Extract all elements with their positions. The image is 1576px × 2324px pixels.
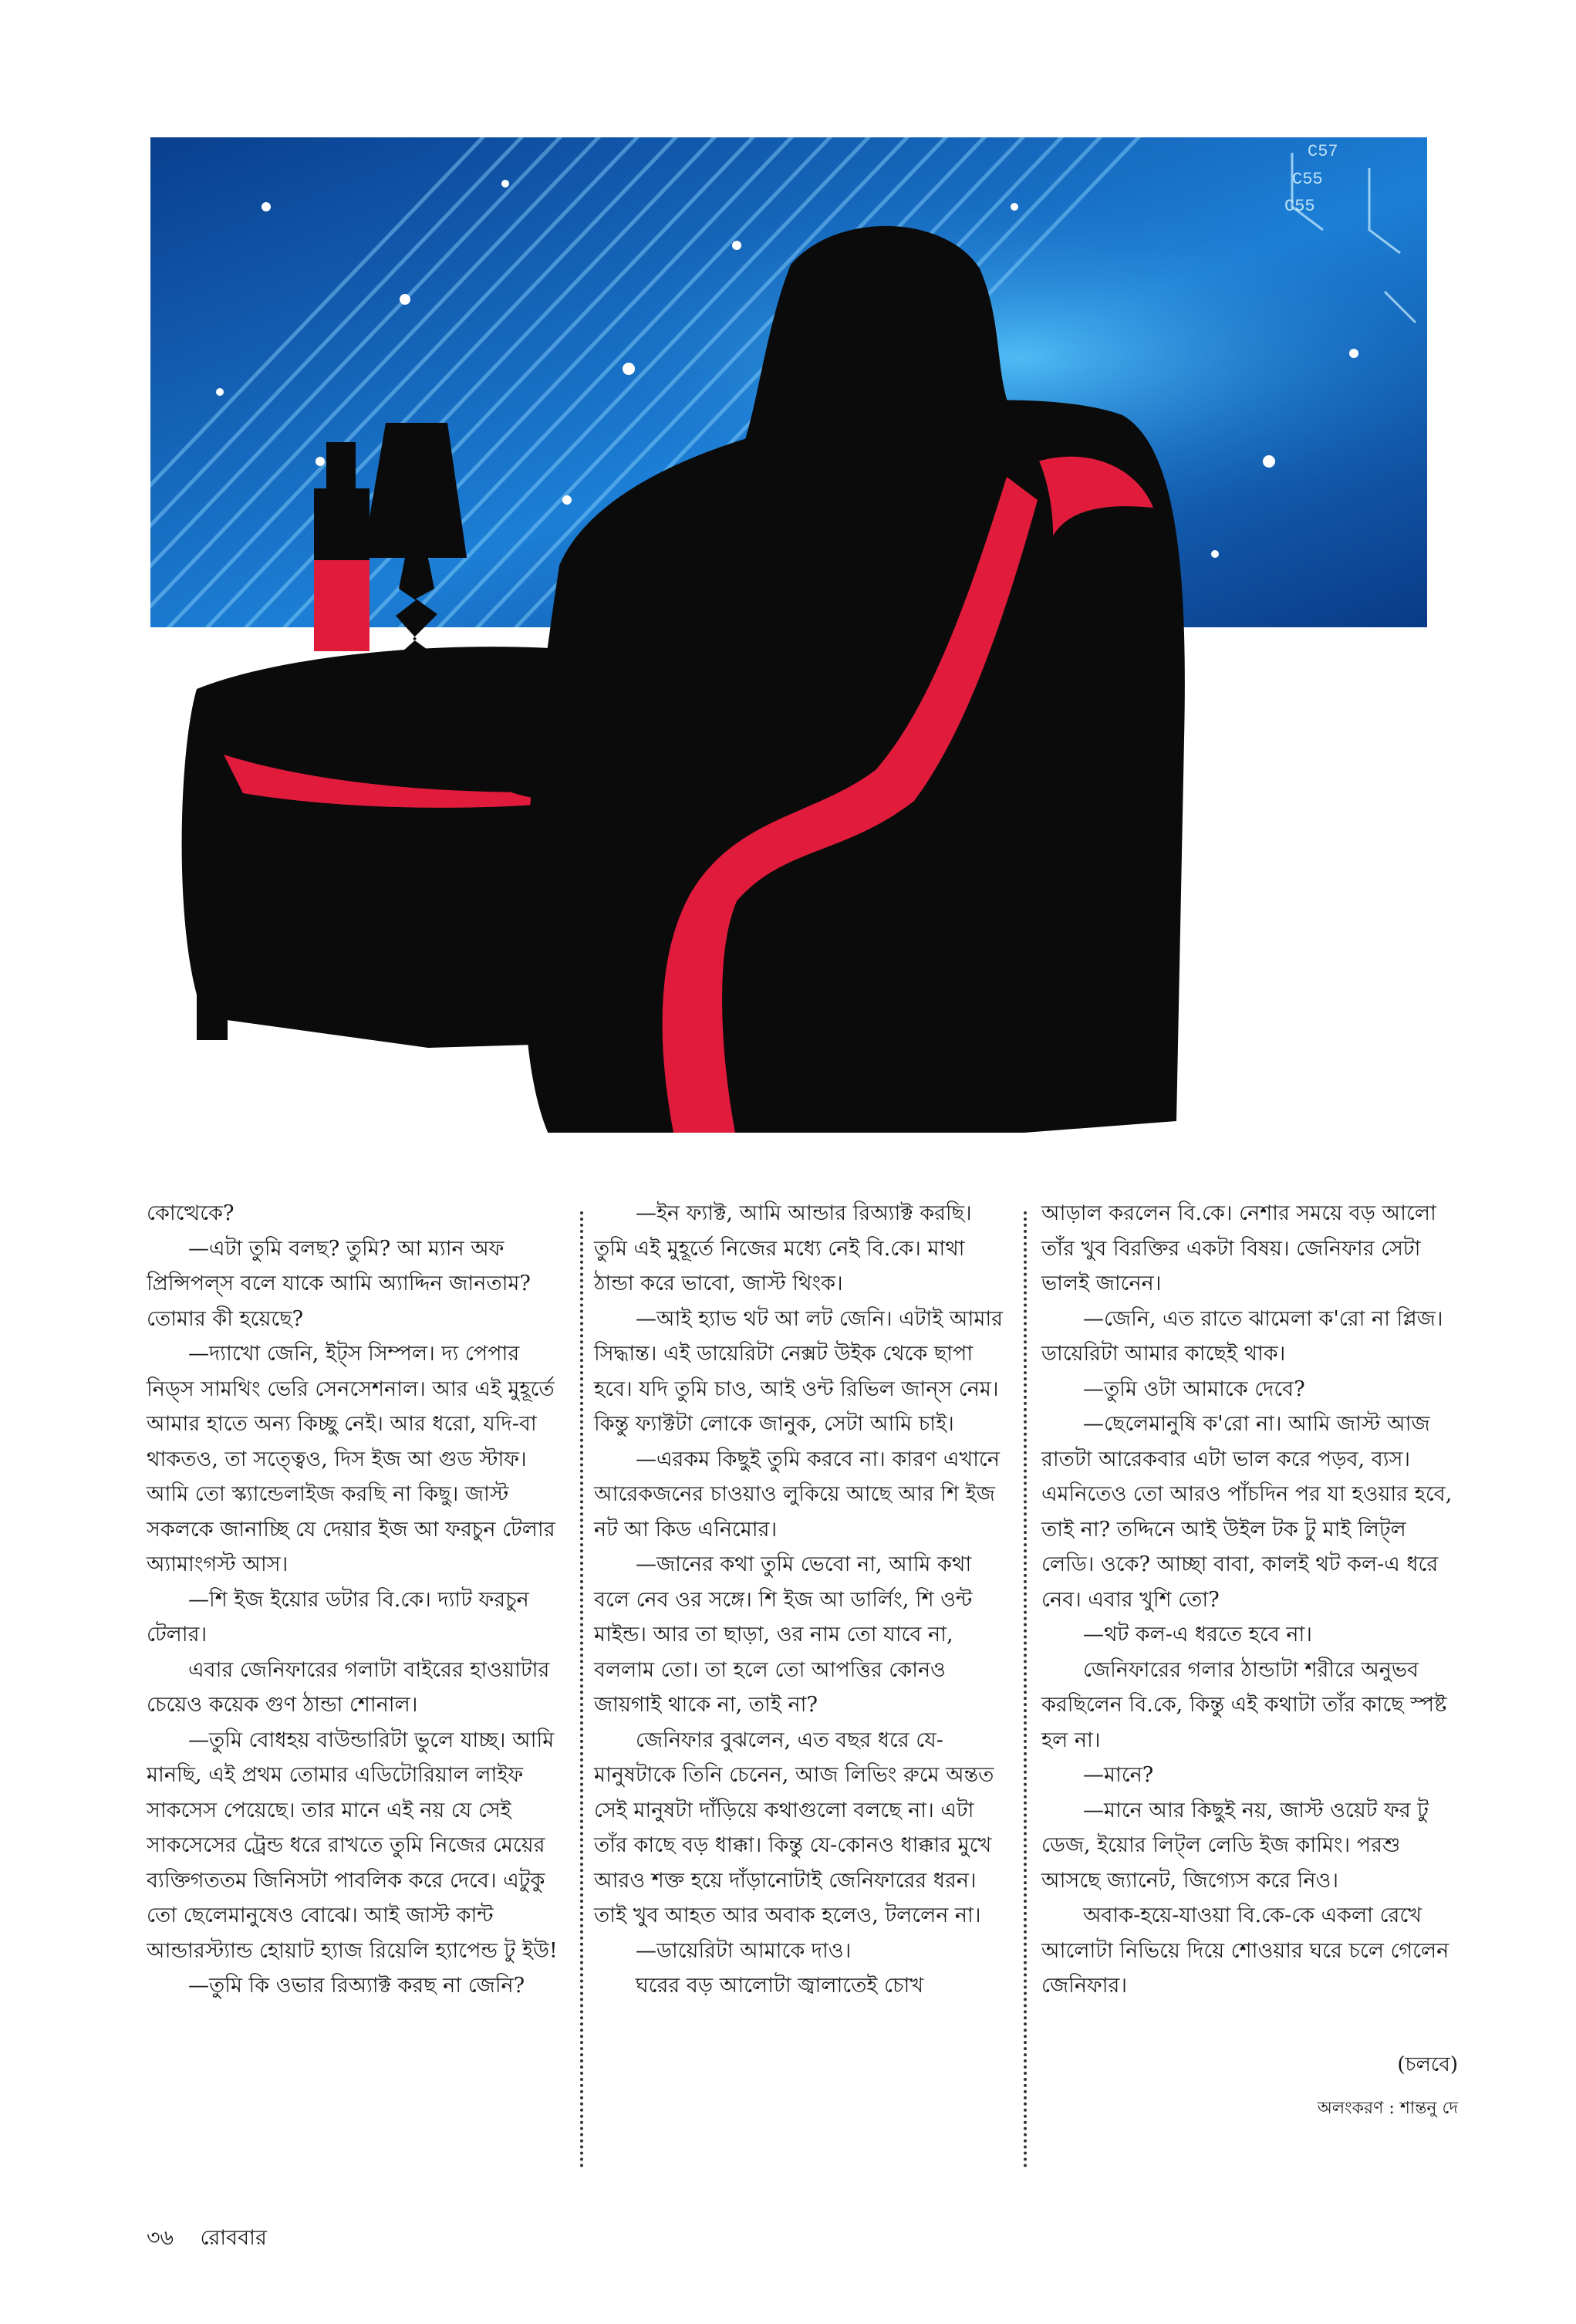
story-illustration	[150, 137, 1427, 1171]
circuit-digit: C55	[1284, 197, 1315, 216]
paragraph: ঘরের বড় আলোটা জ্বালাতেই চোখ	[636, 1974, 924, 1998]
paragraph: —এরকম কিছুই তুমি করবে না। কারণ এখানে আরেকজনের চাওয়াও লুকিয়ে আছে আর শি ইজ নট আ কিড এনিমোর।	[594, 1447, 1000, 1542]
text-column-1	[147, 1196, 563, 2004]
paragraph: —তুমি ওটা আমাকে দেবে?	[1083, 1376, 1305, 1401]
paragraph: জেনিফার বুঝলেন, এত বছর ধরে যে-মানুষটাকে তিনি চেনেন, আজ লিভিং রুমে অন্তত সেই মানুষটা দাঁড়িয়ে কথাগুলো বলছে না। এটা তাঁর কাছে বড় ধাক্কা। কিন্তু যে-কোনও ধাক্কার মুখে আরও শক্ত হয়ে দাঁড়ানোটাই জেনিফারের ধরন। তাই খুব আহত আর অবাক হলেও, টললেন না।	[594, 1728, 994, 1927]
paragraph: —তুমি কি ওভার রিঅ্যাক্ট করছ না জেনি?	[188, 1974, 525, 1998]
paragraph: —মানে আর কিছুই নয়, জাস্ট ওয়েট ফর টু ডেজ, ইয়োর লিট্‌ল লেডি ইজ কামিং। পরশু আসছে জ্যানেট, জিগ্যেস করে নিও।	[1041, 1798, 1429, 1893]
bottle-red-liquid	[314, 560, 370, 651]
paragraph: —শি ইজ ইয়োর ডটার বি.কে। দ্যাট ফরচুন টেলার।	[147, 1587, 529, 1647]
paragraph: —তুমি বোধহয় বাউন্ডারিটা ভুলে যাচ্ছ। আমি মানছি, এই প্রথম তোমার এডিটোরিয়াল লাইফ সাকসেস পেয়েছে। তার মানে এই নয় যে সেই সাকসেসের ট্রেন্ড ধরে রাখতে তুমি নিজের মেয়ের ব্যক্তিগততম জিনিসটা পাবলিক করে দেবে। এটুকু তো ছেলেমানুষেও বোঝে। আই জাস্ট কান্ট আন্ডারস্ট্যান্ড হোয়াট হ্যাজ রিয়েলি হ্যাপেন্ড টু ইউ!	[147, 1728, 558, 1963]
circuit-digit: C55	[1292, 170, 1323, 189]
magazine-name: রোববার	[200, 2226, 267, 2250]
paragraph: —আই হ্যাভ থট আ লট জেনি। এটাই আমার সিদ্ধান্ত। এই ডায়েরিটা নেক্সট উইক থেকে ছাপা হবে। যদি তুমি চাও, আই ওন্ট রিভিল জান্‌স নেম। কিন্তু ফ্যাক্টটা লোকে জানুক, সেটা আমি চাই।	[594, 1306, 1003, 1436]
story-columns	[147, 1196, 1458, 2191]
text-column-2	[594, 1196, 1011, 2004]
paragraph: অবাক-হয়ে-যাওয়া বি.কে-কে একলা রেখে আলোটা নিভিয়ে দিয়ে শোওয়ার ঘরে চলে গেলেন জেনিফার।	[1041, 1903, 1449, 1998]
paragraph: জেনিফারের গলার ঠান্ডাটা শরীরে অনুভব করছিলেন বি.কে, কিন্তু এই কথাটা তাঁর কাছে স্পষ্ট হল না।	[1041, 1657, 1447, 1752]
circuit-digit: C57	[1308, 142, 1338, 161]
paragraph: —ডায়েরিটা আমাকে দাও।	[636, 1938, 852, 1963]
paragraph: —থট কল-এ ধরতে হবে না।	[1083, 1623, 1312, 1647]
page-number: ৩৬	[147, 2226, 174, 2250]
paragraph: —এটা তুমি বলছ? তুমি? আ ম্যান অফ প্রিন্সিপল্‌স বলে যাকে আমি অ্যাদ্দিন জানতাম? তোমার কী হয়েছে?	[147, 1236, 531, 1331]
paragraph: —ইন ফ্যাক্ট, আমি আন্ডার রিঅ্যাক্ট করছি। তুমি এই মুহূর্তে নিজের মধ্যে নেই বি.কে। মাথা ঠান্ডা করে ভাবো, জাস্ট থিংক।	[594, 1201, 972, 1295]
paragraph: —জেনি, এত রাতে ঝামেলা ক'রো না প্লিজ। ডায়েরিটা আমার কাছেই থাক।	[1041, 1306, 1443, 1366]
paragraph: —মানে?	[1083, 1763, 1154, 1787]
to-be-continued-note: (চলবে)	[1397, 2053, 1458, 2076]
paragraph: আড়াল করলেন বি.কে। নেশার সময়ে বড় আলো তাঁর খুব বিরক্তির একটা বিষয়। জেনিফার সেটা ভালই জানেন।	[1041, 1201, 1436, 1295]
page-footer	[147, 2222, 267, 2257]
paragraph: —ছেলেমানুষি ক'রো না। আমি জাস্ট আজ রাতটা আরেকবার এটা ভাল করে পড়ব, ব্যস। এমনিতেও তো আরও পাঁচদিন পর যা হওয়ার হবে, তাই না? তদ্দিনে আই উইল টক টু মাই লিট্‌ল লেডি। ওকে? আচ্ছা বাবা, কালই থট কল-এ ধরে নেব। এবার খুশি তো?	[1041, 1412, 1453, 1612]
paragraph: —দ্যাখো জেনি, ইট্‌স সিম্পল। দ্য পেপার নিড্‌স সামথিং ভেরি সেনসেশনাল। আর এই মুহূর্তে আমার হাতে অন্য কিচ্ছু নেই। আর ধরো, যদি-বা থাকতও, তা সত্ত্বেও, দিস ইজ আ গুড স্টাফ। আমি তো স্ক্যান্ডেলাইজ করছি না কিছু। জাস্ট সকলকে জানাচ্ছি যে দেয়ার ইজ আ ফরচুন টেলার অ্যামাংগস্ট আস।	[147, 1342, 555, 1576]
silhouette-illustration	[150, 137, 1427, 1171]
illustration-credit: অলংকরণ : শান্তনু দে	[1317, 2099, 1458, 2118]
paragraph: কোত্থেকে?	[147, 1201, 235, 1225]
text-column-3	[1041, 1196, 1458, 2118]
paragraph: —জানের কথা তুমি ভেবো না, আমি কথা বলে নেব ওর সঙ্গে। শি ইজ আ ডার্লিং, শি ওন্ট মাইন্ড। আর তা ছাড়া, ওর নাম তো যাবে না, বললাম তো। তা হলে তো আপত্তির কোনও জায়গাই থাকে না, তাই না?	[594, 1552, 973, 1717]
paragraph: এবার জেনিফারের গলাটা বাইরের হাওয়াটার চেয়েও কয়েক গুণ ঠান্ডা শোনাল।	[147, 1657, 550, 1717]
